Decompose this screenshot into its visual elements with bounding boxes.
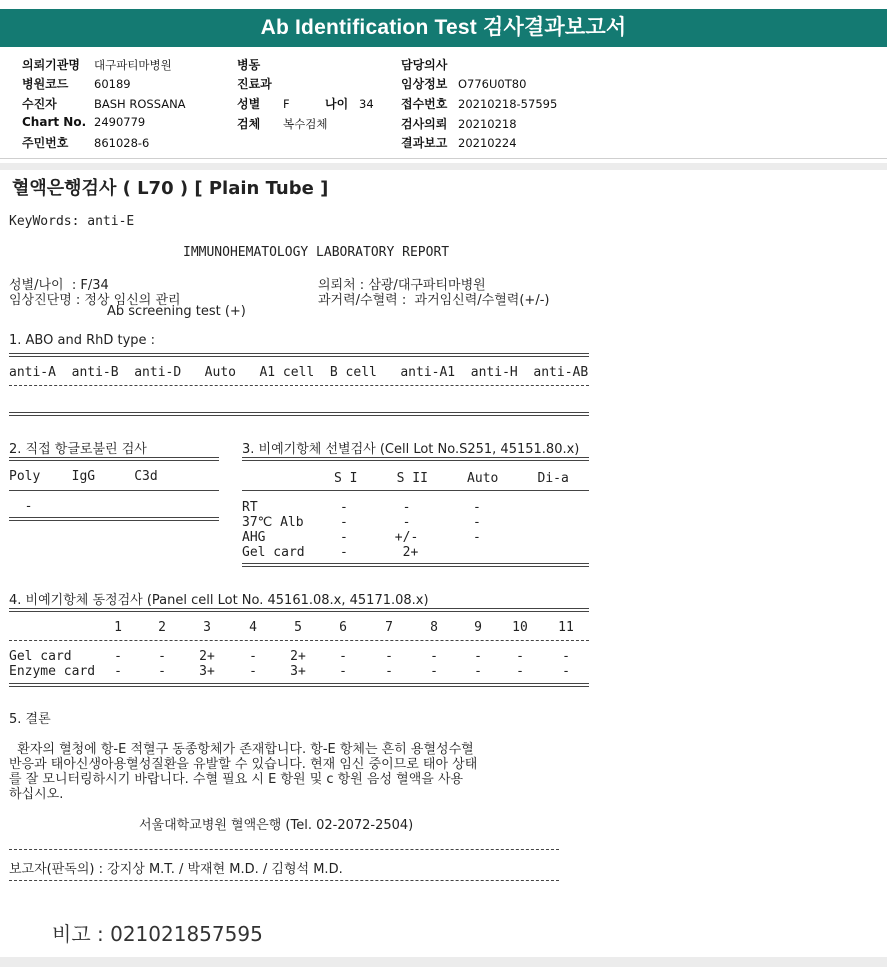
dat-title: 2. 직접 항글로불린 검사 [9,442,147,457]
reporter: 보고자(판독의) : 강지상 M.T. / 박재현 M.D. / 김형석 M.D. [9,862,343,877]
abo-headers: anti-A anti-B anti-D Auto A1 cell B cell anti-A1 anti-H anti-AB [9,365,589,380]
rule [242,563,589,567]
rule [9,412,589,416]
panel-cell: - [430,649,438,664]
panel-cell: - [474,649,482,664]
panel-cell: - [385,664,393,679]
diagnosis: 임상진단명 : 정상 임신의 관리 [9,293,181,308]
panel-cell: - [562,649,570,664]
panel-cell: 3+ [199,664,215,679]
panel-cell: - [158,649,166,664]
panel-column-header: 9 [474,620,482,635]
report-banner-title: Ab Identification Test 검사결과보고서 [0,9,887,47]
conclusion-line: 환자의 혈청에 항-E 적혈구 동종항체가 존재합니다. 항-E 항체는 흔히 용혈성수혈 [9,742,474,757]
rule [9,640,589,641]
field-value: 복수검체 [283,117,328,131]
field-value: 861028-6 [94,136,150,150]
sex-age: 성별/나이 : F/34 [9,278,109,293]
conclusion-title: 5. 결론 [9,712,51,727]
panel-column-header: 7 [385,620,393,635]
field-value: 60189 [94,77,131,91]
screen-row-values: - - - [340,515,481,530]
panel-cell: - [430,664,438,679]
diagnosis-detail: Ab screening test (+) [107,304,246,319]
panel-column-header: 1 [114,620,122,635]
panel-cell: - [249,649,257,664]
section-title: 혈액은행검사 ( L70 ) [ Plain Tube ] [12,178,329,199]
screen-row-label: 37℃ Alb [242,515,304,530]
field-value: BASH ROSSANA [94,97,186,111]
field-label: 나이 [325,97,349,111]
screen-row-label: Gel card [242,545,305,560]
panel-cell: - [562,664,570,679]
field-label: 주민번호 [22,136,69,150]
field-label: 성별 [237,97,261,111]
panel-row-label: Enzyme card [9,664,96,679]
header-col1 [22,56,186,154]
panel-cell: 2+ [199,649,215,664]
rule [9,457,219,461]
field-label: Chart No. [22,115,87,129]
rule [9,353,589,357]
conclusion-line: 를 잘 모니터링하시기 바랍니다. 수혈 필요 시 E 항원 및 c 항원 음성 혈액을 사용 [9,772,464,787]
panel-cell: - [385,649,393,664]
field-value: 20210218-57595 [458,97,558,111]
field-label: 병원코드 [22,77,69,91]
header-col2 [237,56,374,134]
field-label: 결과보고 [401,136,448,150]
header-divider [0,158,887,159]
header-col3 [401,56,557,154]
panel-cell: 3+ [290,664,306,679]
panel-cell: - [158,664,166,679]
keywords: KeyWords: anti-E [9,214,135,229]
panel-column-header: 8 [430,620,438,635]
screen-row-label: RT [242,500,258,515]
bottom-band [0,957,887,967]
rule [9,683,589,687]
panel-cell: - [114,664,122,679]
panel-cell: - [516,649,524,664]
panel-cell: - [249,664,257,679]
conclusion-line: 반응과 태아신생아용혈성질환을 유발할 수 있습니다. 현재 임신 중이므로 태아 상태 [9,757,478,772]
panel-cell: - [339,649,347,664]
panel-column-header: 10 [512,620,528,635]
field-label: 검체 [237,117,261,131]
panel-column-header: 3 [203,620,211,635]
panel-cell: 2+ [290,649,306,664]
abo-title: 1. ABO and RhD type : [9,333,156,348]
field-label: 검사의뢰 [401,117,448,131]
field-value: 2490779 [94,115,146,129]
panel-cell: - [516,664,524,679]
rule [9,849,559,850]
field-value: O776U0T80 [458,77,527,91]
dat-headers: Poly IgG C3d [9,469,158,484]
field-label: 담당의사 [401,58,448,72]
rule [9,608,589,612]
panel-title: 4. 비예기항체 동정검사 (Panel cell Lot No. 45161.08.x, 45171.08.x) [9,593,429,608]
screen-row-values: - +/- - [340,530,481,545]
field-label: 의뢰기관명 [22,58,80,72]
panel-cell: - [114,649,122,664]
rule [9,517,219,521]
field-label: 임상정보 [401,77,448,91]
field-value: 20210218 [458,117,517,131]
rule [242,490,589,491]
rule [9,880,559,881]
rule [9,385,589,386]
screen-headers: S I S II Auto Di-a [334,471,569,486]
conclusion-line: 하십시오. [9,787,64,802]
lab-report-title: IMMUNOHEMATOLOGY LABORATORY REPORT [183,245,450,260]
panel-column-header: 5 [294,620,302,635]
hospital-contact: 서울대학교병원 혈액은행 (Tel. 02-2072-2504) [139,818,414,833]
remark: 비고 : 021021857595 [52,922,263,946]
rule [9,490,219,491]
panel-column-header: 11 [558,620,574,635]
panel-cell: - [474,664,482,679]
field-label: 병동 [237,58,261,72]
screen-row-label: AHG [242,530,266,545]
field-value: 대구파티마병원 [94,58,172,72]
field-label: 접수번호 [401,97,448,111]
field-value: 34 [359,97,374,111]
field-value: 20210224 [458,136,517,150]
dat-values: - [9,499,33,514]
rule [242,457,589,461]
screen-row-values: - 2+ [340,545,419,560]
transfusion-history: 과거력/수혈력 : 과거임신력/수혈력(+/-) [318,293,550,308]
panel-column-header: 6 [339,620,347,635]
field-label: 수진자 [22,97,57,111]
field-value: F [283,97,290,111]
screen-title: 3. 비예기항체 선별검사 (Cell Lot No.S251, 45151.80.x) [242,442,580,457]
panel-cell: - [339,664,347,679]
field-label: 진료과 [237,77,272,91]
panel-row-label: Gel card [9,649,72,664]
screen-row-values: - - - [340,500,481,515]
panel-column-header: 4 [249,620,257,635]
requester: 의뢰처 : 삼광/대구파티마병원 [318,278,486,293]
section-band [0,163,887,170]
panel-column-header: 2 [158,620,166,635]
